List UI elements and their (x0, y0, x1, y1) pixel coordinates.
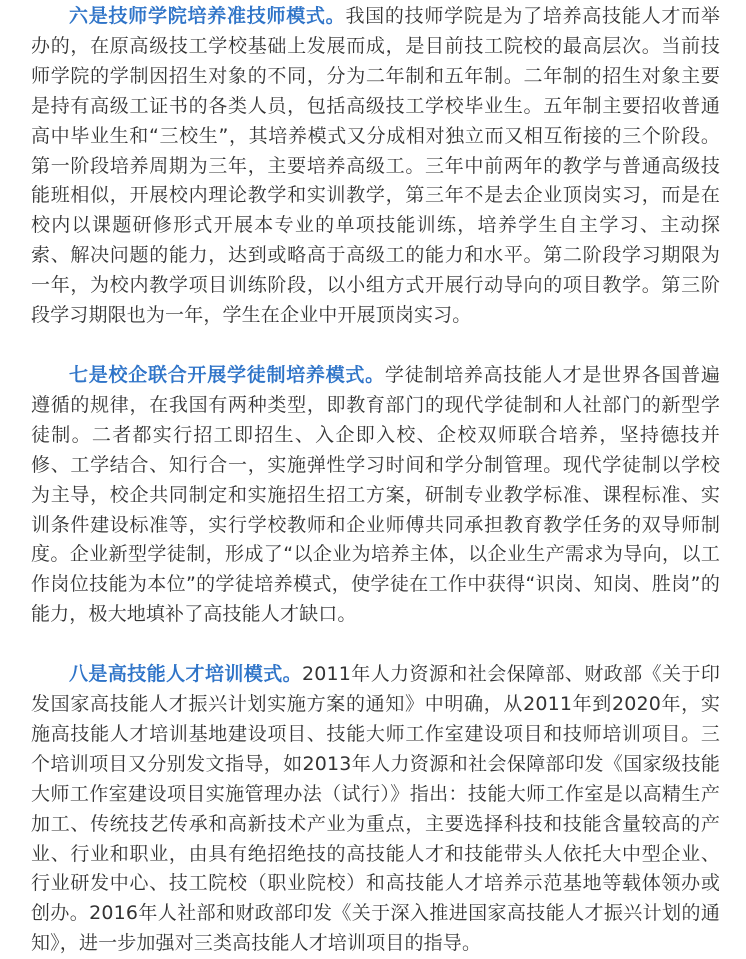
paragraph-heading: 七是校企联合开展学徒制培养模式。 (69, 363, 385, 386)
paragraph-heading: 六是技师学院培养准技师模式。 (69, 5, 346, 27)
paragraph-high-skill-training-model (31, 660, 720, 959)
paragraph-heading: 八是高技能人才培训模式。 (69, 663, 303, 686)
paragraph-body: 学徒制培养高技能人才是世界各国普遍遵循的规律，在我国有两种类型，即教育部门的现代学徒制和人社部门的新型学徒制。二者都实行招工即招生、入企即入校、企校双师联合培养，坚持德技并修、工学结合、知行合一，实施弹性学习时间和学分制管理。现代学徒制以学校为主导，校企共同制定和实施招生招工方案，研制专业教学标准、课程标准、实训条件建设标准等，实行学校教师和企业师傅共同承担教育教学任务的双导师制度。企业新型学徒制，形成了“以企业为培养主体，以企业生产需求为导向，以工作岗位技能为本位”的学徒培养模式，使学徒在工作中获得“识岗、知岗、胜岗”的能力，极大地填补了高技能人才缺口。 (31, 363, 720, 626)
paragraph-body: 2011年人力资源和社会保障部、财政部《关于印发国家高技能人才振兴计划实施方案的通知》中明确，从2011年到2020年，实施高技能人才培训基地建设项目、技能大师工作室建设项目和技师培训项目。三个培训项目又分别发文指导，如2013年人力资源和社会保障部印发《国家级技能大师工作室建设项目实施管理办法（试行）》指出：技能大师工作室是以高精生产加工、传统技艺传承和高新技术产业为重点，主要选择科技和技能含量较高的产业、行业和职业，由具有绝招绝技的高技能人才和技能带头人依托大中型企业、行业研发中心、技工院校（职业院校）和高技能人才培养示范基地等载体领办或创办。2016年人社部和财政部印发《关于深入推进国家高技能人才振兴计划的通知》，进一步加强对三类高技能人才培训项目的指导。 (31, 663, 720, 955)
paragraph-body: 我国的技师学院是为了培养高技能人才而举办的，在原高级技工学校基础上发展而成，是目前技工院校的最高层次。当前技师学院的学制因招生对象的不同，分为二年制和五年制。二年制的招生对象主要是持有高级工证书的各类人员，包括高级技工学校毕业生。五年制主要招收普通高中毕业生和“三校生”，其培养模式又分成相对独立而又相互衔接的三个阶段。第一阶段培养周期为三年，主要培养高级工。三年中前两年的教学与普通高级技能班相似，开展校内理论教学和实训教学，第三年不是去企业顶岗实习，而是在校内以课题研修形式开展本专业的单项技能训练，培养学生自主学习、主动探索、解决问题的能力，达到或略高于高级工的能力和水平。第二阶段学习期限为一年，为校内教学项目训练阶段，以小组方式开展行动导向的项目教学。第三阶段学习期限也为一年，学生在企业中开展顶岗实习。 (31, 5, 720, 327)
paragraph-technician-college-model (31, 2, 720, 331)
paragraph-apprenticeship-model (31, 361, 720, 630)
